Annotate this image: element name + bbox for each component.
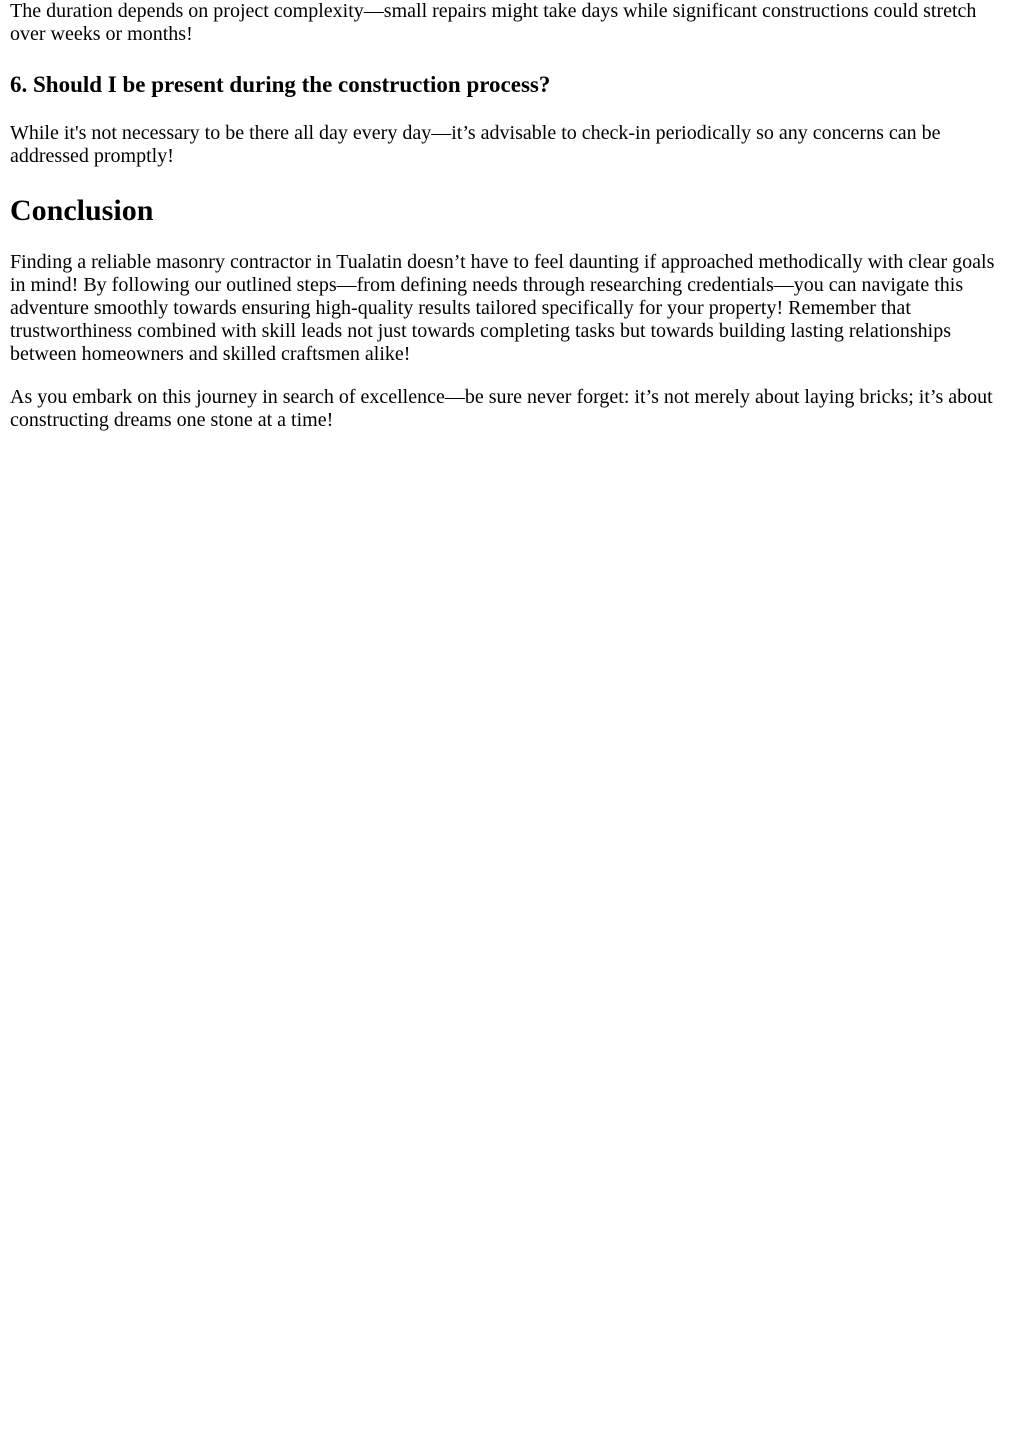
article-body [0, 0, 1024, 432]
duration-paragraph: The duration depends on project complexity—small repairs might take days while significant constructions could stretch over weeks or months! [10, 0, 977, 45]
conclusion-paragraph-1: Finding a reliable masonry contractor in Tualatin doesn’t have to feel daunting if approached methodically with clear goals in mind! By following our outlined steps—from defining needs through researching credentials—you can navigate this adventure smoothly towards ensuring high-quality results tailored specifically for your property! Remember that trustworthiness combined with skill leads not just towards completing tasks but towards building lasting relationships between homeowners and skilled craftsmen alike! [10, 251, 995, 365]
faq-6-answer: While it's not necessary to be there all day every day—it’s advisable to check-in periodically so any concerns can be addressed promptly! [10, 122, 941, 167]
faq-6-heading: 6. Should I be present during the construction process? [10, 72, 551, 97]
conclusion-paragraph-2: As you embark on this journey in search of excellence—be sure never forget: it’s not merely about laying bricks; it’s about constructing dreams one stone at a time! [10, 386, 993, 431]
conclusion-heading: Conclusion [10, 194, 154, 227]
